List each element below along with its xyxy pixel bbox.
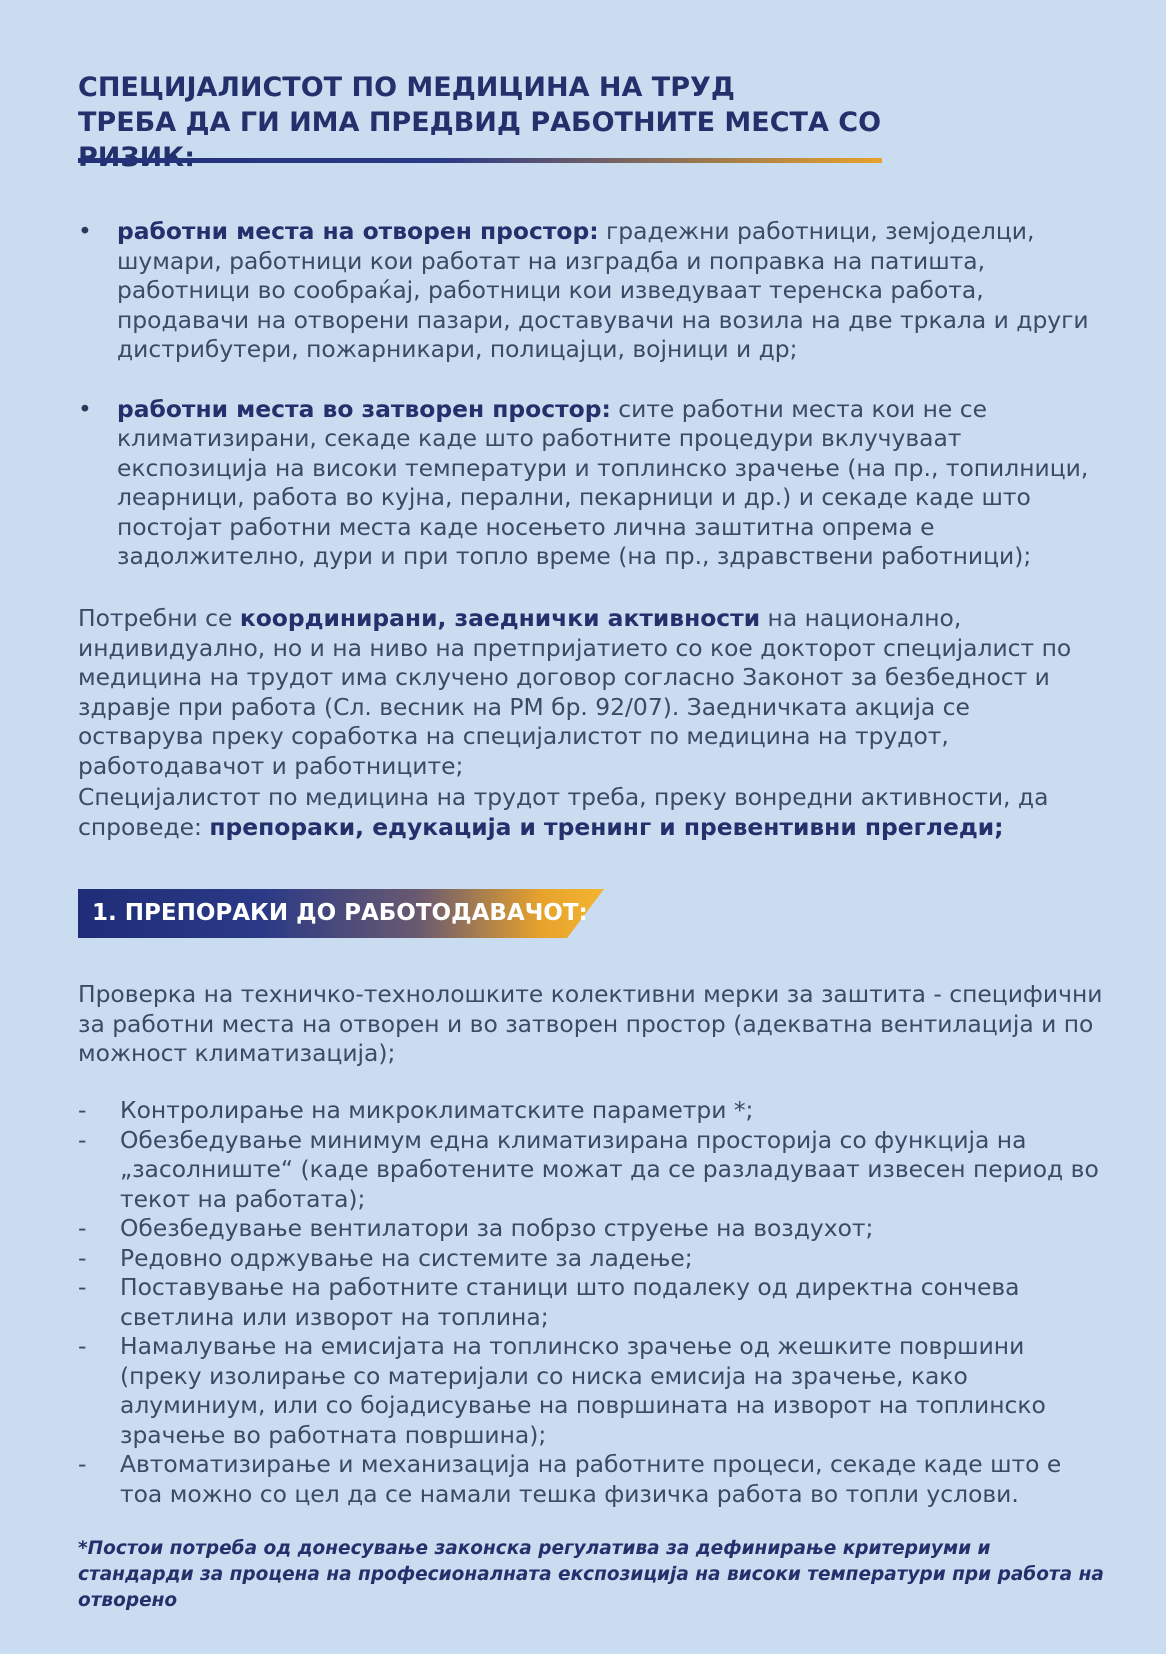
bullet-icon: • [78,217,92,245]
title-underline-divider [78,158,882,163]
list-item [78,1096,1103,1126]
list-item-outdoor [78,217,1098,365]
page-title-line-2: ТРЕБА ДА ГИ ИМА ПРЕДВИД РАБОТНИТЕ МЕСТА СО [78,107,882,138]
coordination-paragraph [78,604,1103,781]
list-item-term: работни места во затворен простор: [117,394,611,423]
dash-icon: - [78,1243,87,1272]
section-heading-banner [78,889,604,938]
paragraph-text: Специјалистот по медицина на трудот треба, преку вонредни активности, да спроведе: [78,783,1049,841]
dash-icon: - [78,1096,87,1124]
recommendations-list [78,1096,1103,1509]
list-item-text: градежни работници, земјоделци, шумари, работници кои работат на изградба и поправка на патишта, работници во сообраќај, работници кои изведуваат теренска работа, продавачи на отворени пазари, доставувачи на возила на две тркала и други дистрибутери, пожарникари, полицајци, војници и др; [117,217,1089,363]
list-item [78,1244,1103,1274]
page-title-line-1: СПЕЦИЈАЛИСТОТ ПО МЕДИЦИНА НА ТРУД [78,72,735,103]
paragraph-text: на национално, индивидуално, но и на ниво на претпријатието со кое докторот специјалист по медицина на трудот има склучено договор согласно Законот за безбедност и здравје при работа (Сл. весник на РМ бр. 92/07). Заедничката акција се остварува преку соработка на специјалистот по медицина на трудот, работодавачот и работниците; [78,604,1072,780]
list-item-text: Автоматизирање и механизација на работните процеси, секаде каде што е тоа можно со цел да се намали тешка физичка работа во топли услови. [120,1450,1062,1508]
dash-icon: - [78,1273,87,1301]
list-item [78,1214,1103,1244]
list-item-text: Намалување на емисијата на топлинско зрачење од жешките површини (преку изолирање со материјали со ниска емисија на зрачење, како алуминиум, или со бојадисување на површината на изворот на топлинско зрачење во работната површина); [120,1332,1046,1449]
list-item-text: Контролирање на микроклиматските параметри *; [120,1096,754,1124]
list-item [78,1273,1103,1332]
dash-icon: - [78,1450,87,1478]
section-heading: 1. ПРЕПОРАКИ ДО РАБОТОДАВАЧОТ: [92,900,588,926]
list-item-term: работни места на отворен простор: [117,217,599,245]
list-item-text: сите работни места кои не се климатизирани, секаде каде што работните процедури вклучуваат експозиција на високи температури и топлинско зрачење (на пр., топилници, леарници, работа во кујна, перални, пекарници и др.) и секаде каде што постојат работни места каде носењето лична заштитна опрема е задолжително, дури и при топло време (на пр., здравствени работници); [117,394,1089,570]
paragraph-emphasis: препораки, едукација и тренинг и превентивни прегледи; [209,812,1004,841]
list-item [78,1126,1103,1215]
section-intro-paragraph: Проверка на техничко-технолошките колективни мерки за заштита - специфични за работни места на отворен и во затворен простор (адекватна вентилација и по можност климатизација); [78,980,1103,1067]
bullet-icon: • [78,394,92,423]
list-item-text: Поставување на работните станици што подалеку од директна сончева светлина или изворот на топлина; [120,1273,1020,1331]
workplace-risk-list [78,217,1098,602]
dash-icon: - [78,1214,87,1242]
paragraph-text: Потребни се [78,604,240,632]
dash-icon: - [78,1332,87,1360]
list-item [78,1332,1103,1450]
list-item-indoor [78,395,1098,572]
list-item-text: Обезбедување минимум една климатизирана просторија со функција на „засолниште“ (каде вработените можат да се разладуваат извесен период во текот на работата); [120,1125,1099,1213]
dash-icon: - [78,1125,87,1154]
list-item-text: Обезбедување вентилатори за побрзо струење на воздухот; [120,1214,874,1242]
footnote: *Постои потреба од донесување законска регулатива за дефинирање критериуми и стандарди за процена на професионалната експозиција на високи температури при работа на отворено [78,1538,1104,1611]
list-item [78,1450,1103,1509]
list-item-text: Редовно одржување на системите за ладење; [120,1243,693,1272]
paragraph-emphasis: координирани, заеднички активности [239,604,761,632]
activities-paragraph [78,783,1103,842]
